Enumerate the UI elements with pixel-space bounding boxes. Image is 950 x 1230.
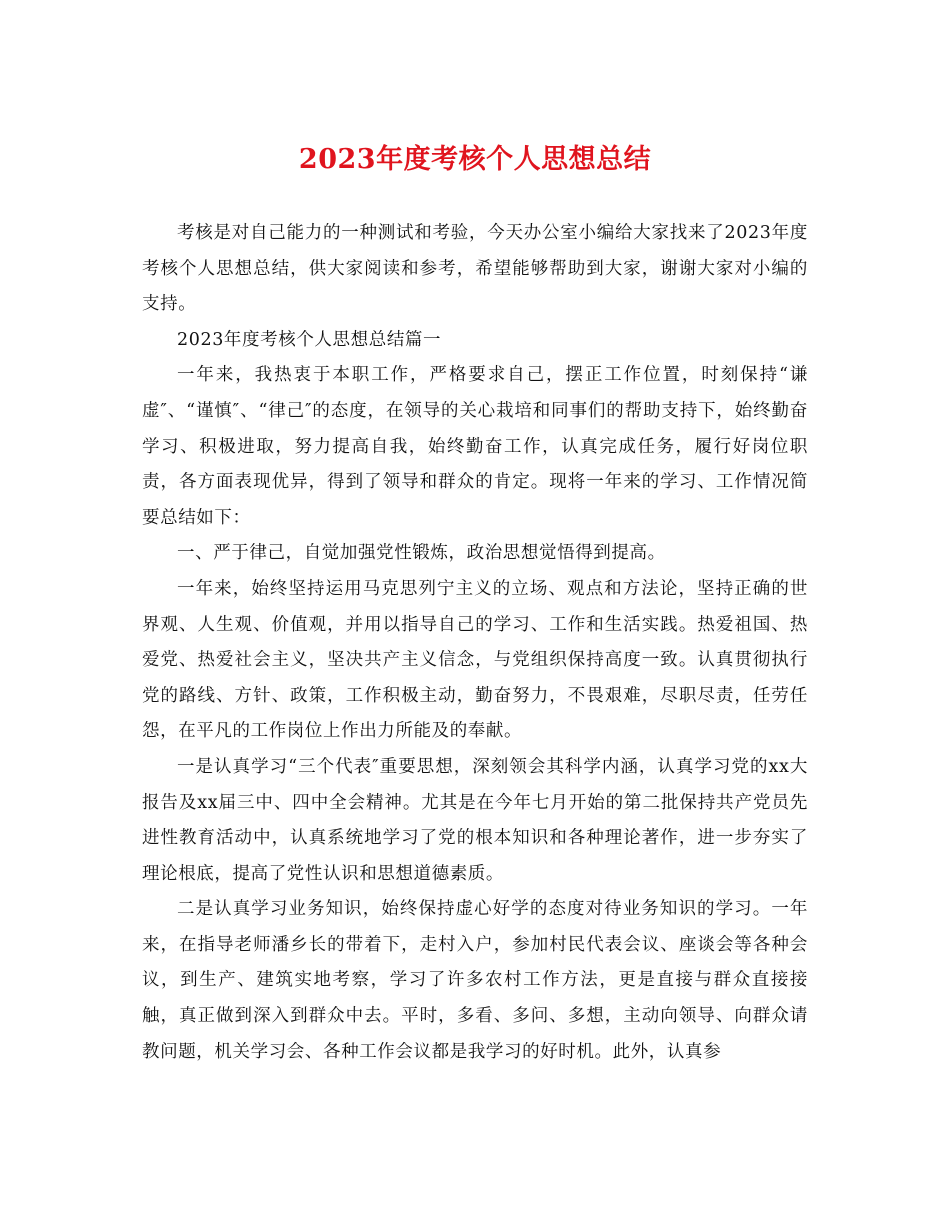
document-body bbox=[142, 216, 808, 1070]
body-paragraph: 一年来，我热衷于本职工作，严格要求自己，摆正工作位置，时刻保持“谦虚″、“谨慎″、“律己″的态度，在领导的关心栽培和同事们的帮助支持下，始终勤奋学习、积极进取，努力提高自我，始终勤奋工作，认真完成任务，履行好岗位职责，各方面表现优异，得到了领导和群众的肯定。现将一年来的学习、工作情况简要总结如下： bbox=[142, 365, 808, 528]
body-paragraph: 二是认真学习业务知识，始终保持虚心好学的态度对待业务知识的学习。一年来，在指导老师潘乡长的带着下，走村入户，参加村民代表会议、座谈会等各种会议，到生产、建筑实地考察，学习了许多农村工作方法，更是直接与群众直接接触，真正做到深入到群众中去。平时，多看、多问、多想，主动向领导、向群众请教问题，机关学习会、各种工作会议都是我学习的好时机。此外，认真参 bbox=[142, 899, 808, 1062]
section-heading: 2023年度考核个人思想总结篇一 bbox=[177, 329, 442, 350]
body-paragraph: 一、严于律己，自觉加强党性锻炼，政治思想觉悟得到提高。 bbox=[177, 543, 666, 564]
body-paragraph: 一是认真学习“三个代表″重要思想，深刻领会其科学内涵，认真学习党的xx大报告及xx届三中、四中全会精神。尤其是在今年七月开始的第二批保持共产党员先进性教育活动中，认真系统地学习了党的根本知识和各种理论著作，进一步夯实了理论根底，提高了党性认识和思想道德素质。 bbox=[142, 756, 808, 884]
body-paragraph: 一年来，始终坚持运用马克思列宁主义的立场、观点和方法论，坚持正确的世界观、人生观、价值观，并用以指导自己的学习、工作和生活实践。热爱祖国、热爱党、热爱社会主义，坚决共产主义信念，与党组织保持高度一致。认真贯彻执行党的路线、方针、政策，工作积极主动，勤奋努力，不畏艰难，尽职尽责，任劳任怨，在平凡的工作岗位上作出力所能及的奉献。 bbox=[142, 578, 808, 742]
intro-paragraph: 考核是对自己能力的一种测试和考验，今天办公室小编给大家找来了2023年度考核个人思想总结，供大家阅读和参考，希望能够帮助到大家，谢谢大家对小编的支持。 bbox=[142, 223, 808, 315]
document-title: 2023年度考核个人思想总结 bbox=[298, 144, 652, 175]
